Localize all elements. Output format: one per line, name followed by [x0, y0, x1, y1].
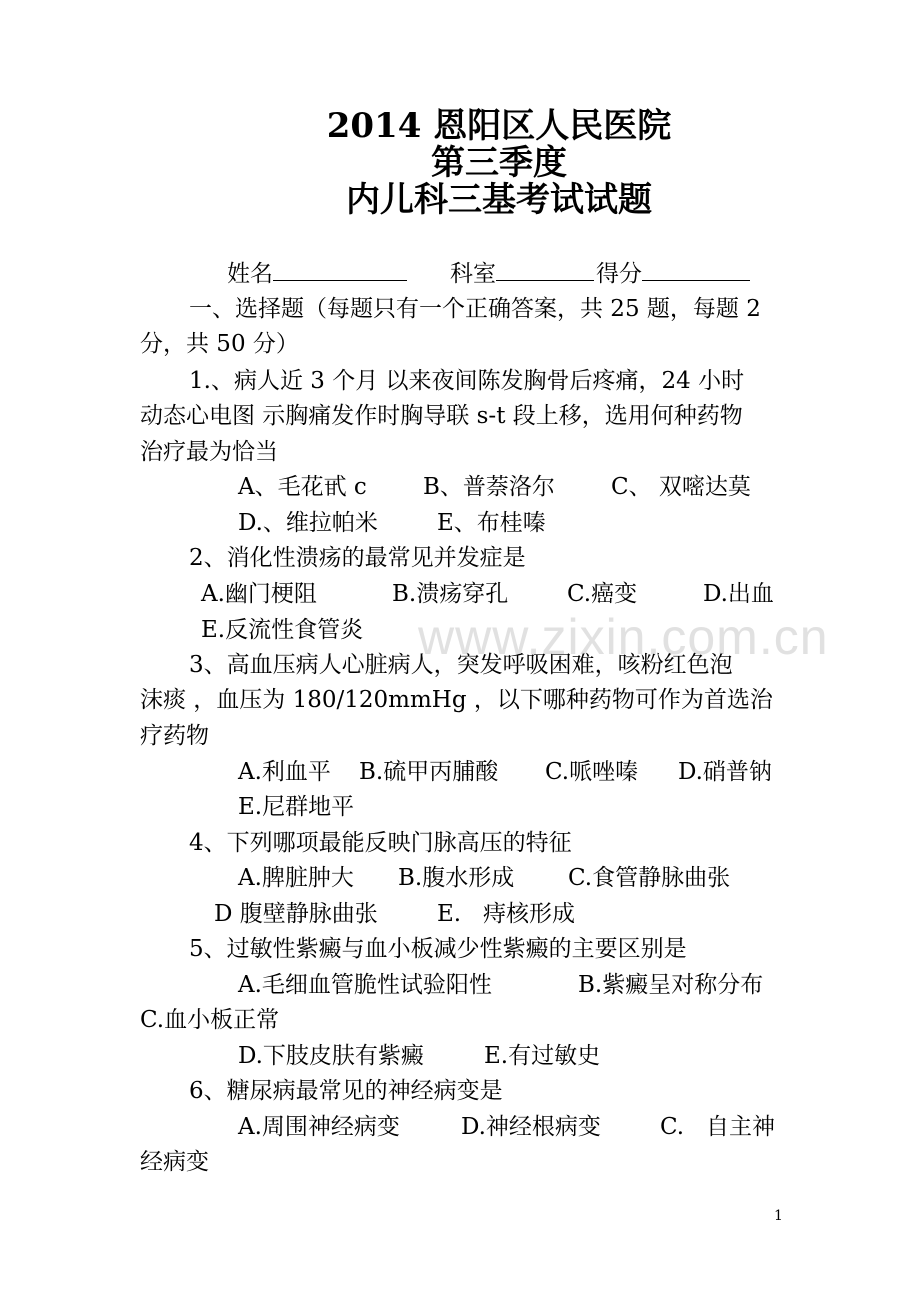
q5-option-c: C.血小板正常: [140, 1007, 280, 1033]
q6-line-1: 6、糖尿病最常见的神经病变是: [189, 1078, 503, 1104]
q1-line-2: 动态心电图 示胸痛发作时胸导联 s-t 段上移，选用何种药物: [140, 403, 743, 429]
q4-option-b: B.腹水形成: [398, 865, 515, 891]
q3-option-b: B.硫甲丙脯酸: [359, 759, 499, 785]
section-line-2: 分，共 50 分）: [140, 331, 299, 357]
q3-line-3: 疗药物: [140, 723, 209, 749]
q5-line-1: 5、过敏性紫癜与血小板减少性紫癜的主要区别是: [189, 936, 687, 962]
q3-line-1: 3、高血压病人心脏病人，突发呼吸困难，咳粉红色泡: [189, 652, 733, 678]
dept-blank: [496, 256, 594, 281]
q4-line-1: 4、下列哪项最能反映门脉高压的特征: [189, 830, 572, 856]
name-label: 姓名: [227, 261, 273, 287]
q2-option-a: A.幽门梗阻: [201, 581, 317, 607]
name-blank: [273, 256, 407, 281]
score-blank: [642, 256, 750, 281]
q3-option-e: E.尼群地平: [238, 794, 355, 820]
q1-line-1: 1.、病人近 3 个月 以来夜间陈发胸骨后疼痛，24 小时: [189, 368, 745, 394]
q1-option-a: A、毛花甙 c: [238, 474, 367, 500]
q2-option-d: D.出血: [703, 581, 774, 607]
q6-option-d: D.神经根病变: [461, 1114, 601, 1140]
q4-option-c: C.食管静脉曲张: [568, 865, 731, 891]
q5-option-e: E.有过敏史: [484, 1043, 601, 1069]
q2-line-1: 2、消化性溃疡的最常见并发症是: [189, 545, 526, 571]
q1-option-c: C、 双嘧达莫: [611, 474, 751, 500]
q4-option-e: E. 痔核形成: [437, 901, 576, 927]
page-number: 1: [774, 1208, 783, 1224]
q1-option-d: D.、维拉帕米: [238, 510, 378, 536]
q3-option-d: D.硝普钠: [678, 759, 772, 785]
q3-option-c: C.哌唑嗪: [545, 759, 639, 785]
form-name: [227, 256, 409, 289]
q6-option-c-continued: 经病变: [140, 1149, 209, 1175]
q3-line-2: 沫痰 ，血压为 180/120mmHg ，以下哪种药物可作为首选治: [140, 687, 773, 713]
q1-option-b: B、普萘洛尔: [423, 474, 555, 500]
q5-option-b: B.紫癜呈对称分布: [578, 972, 764, 998]
dept-label: 科室: [450, 261, 496, 287]
title-line-3: 内儿科三基考试试题: [346, 180, 652, 220]
q4-option-a: A.脾脏肿大: [238, 865, 354, 891]
q3-option-a: A.利血平: [238, 759, 331, 785]
q4-option-d: D 腹壁静脉曲张: [214, 901, 378, 927]
title-line-1: 2014 恩阳区人民医院: [326, 106, 672, 146]
q2-option-e: E.反流性食管炎: [201, 617, 364, 643]
q2-option-b: B.溃疡穿孔: [392, 581, 509, 607]
section-line-1: 一、选择题（每题只有一个正确答案，共 25 题，每题 2: [189, 296, 761, 322]
watermark: www.zixin.com.cn: [418, 609, 829, 665]
q2-option-c: C.癌变: [567, 581, 638, 607]
form-dept: [450, 256, 752, 289]
q6-option-c: C. 自主神: [660, 1114, 776, 1140]
q5-option-a: A.毛细血管脆性试验阳性: [238, 972, 492, 998]
title-line-2: 第三季度: [431, 143, 567, 183]
q1-line-3: 治疗最为恰当: [140, 439, 278, 465]
q1-option-e: E、布桂嗪: [437, 510, 546, 536]
score-label: 得分: [596, 261, 642, 287]
q6-option-a: A.周围神经病变: [238, 1114, 400, 1140]
q5-option-d: D.下肢皮肤有紫癜: [238, 1043, 424, 1069]
